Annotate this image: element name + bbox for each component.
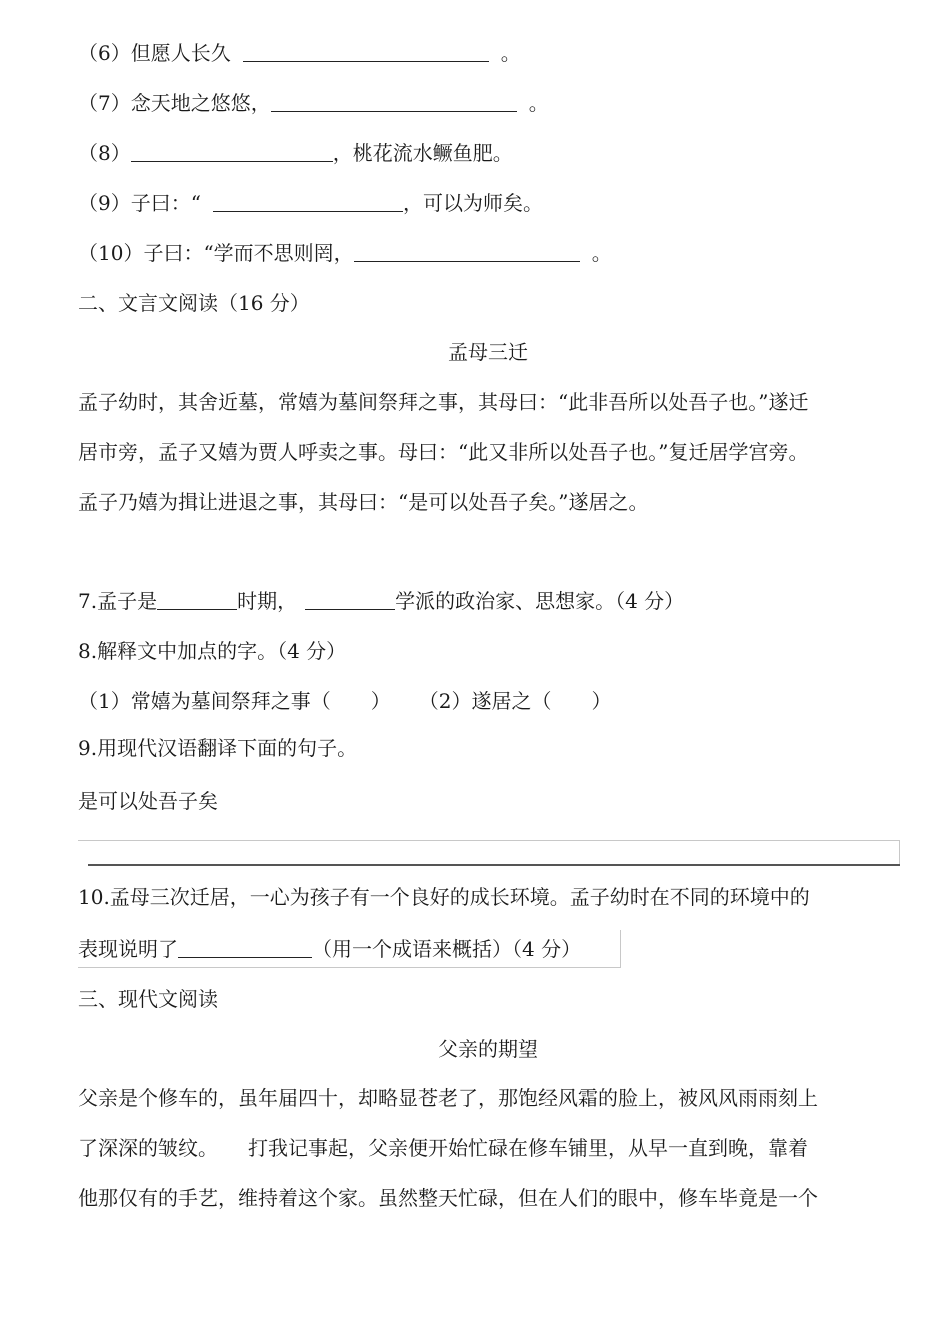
passage-line: 父亲是个修车的，虽年届四十，却略显苍老了，那饱经风霜的脸上，被风风雨雨刻上: [78, 1086, 818, 1110]
answer-blank[interactable]: [178, 937, 312, 958]
question-10: （10）子曰：“学而不思则罔， 。: [78, 241, 612, 265]
passage-line: 孟子幼时，其舍近墓，常嬉为墓间祭拜之事，其母曰：“此非吾所以处吾子也。”遂迁: [78, 390, 809, 414]
passage-title: 父亲的期望: [438, 1037, 538, 1061]
passage-paragraph: [78, 1083, 900, 1233]
answer-blank[interactable]: [271, 91, 517, 112]
answer-blank[interactable]: [243, 41, 489, 62]
answer-line[interactable]: [88, 864, 900, 866]
section-heading: 三、现代文阅读: [78, 987, 218, 1011]
question-8-classical: 8.解释文中加点的字。（4 分）: [78, 639, 347, 663]
translate-sentence: 是可以处吾子矣: [78, 789, 218, 813]
question-9: （9）子曰：“ ，可以为师矣。: [78, 191, 543, 215]
answer-box-side: [899, 840, 900, 866]
passage-line: 了深深的皱纹。 打我记事起，父亲便开始忙碌在修车铺里，从早一直到晚，靠着: [78, 1136, 808, 1160]
passage-title: 孟母三迁: [448, 340, 528, 364]
box-side: [620, 930, 621, 968]
question-8: （8） ，桃花流水鳜鱼肥。: [78, 141, 513, 165]
question-8-subitems: [78, 686, 611, 716]
question-6: （6）但愿人长久 。: [78, 41, 521, 65]
question-7-classical: 7.孟子是 时期， 学派的政治家、思想家。（4 分）: [78, 589, 685, 613]
answer-box-top: [78, 840, 900, 841]
answer-blank[interactable]: [213, 191, 403, 212]
box-bottom: [78, 967, 621, 968]
question-9-classical: 9.用现代汉语翻译下面的句子。: [78, 736, 358, 760]
sub-question-2: （2）遂居之（ ）: [428, 689, 612, 713]
question-10-line1: 10.孟母三次迁居，一心为孩子有一个良好的成长环境。孟子幼时在不同的环境中的: [78, 885, 810, 909]
sub-question-1: （1）常嬉为墓间祭拜之事（ ）: [78, 689, 391, 713]
question-7: （7）念天地之悠悠， 。: [78, 91, 549, 115]
passage-line: 居市旁，孟子又嬉为贾人呼卖之事。母曰：“此又非所以处吾子也。”复迁居学宫旁。: [78, 440, 809, 464]
passage-line: 他那仅有的手艺，维持着这个家。虽然整天忙碌，但在人们的眼中，修车毕竟是一个: [78, 1186, 818, 1210]
answer-blank[interactable]: [157, 589, 237, 610]
answer-blank[interactable]: [305, 589, 395, 610]
question-10-line2: 表现说明了 （用一个成语来概括）（4 分）: [78, 937, 582, 961]
answer-blank[interactable]: [354, 241, 580, 262]
answer-blank[interactable]: [131, 141, 333, 162]
passage-line: 孟子乃嬉为揖让进退之事，其母曰：“是可以处吾子矣。”遂居之。: [78, 490, 649, 514]
section-heading: 二、文言文阅读（16 分）: [78, 291, 310, 315]
passage-paragraph: [78, 387, 900, 537]
